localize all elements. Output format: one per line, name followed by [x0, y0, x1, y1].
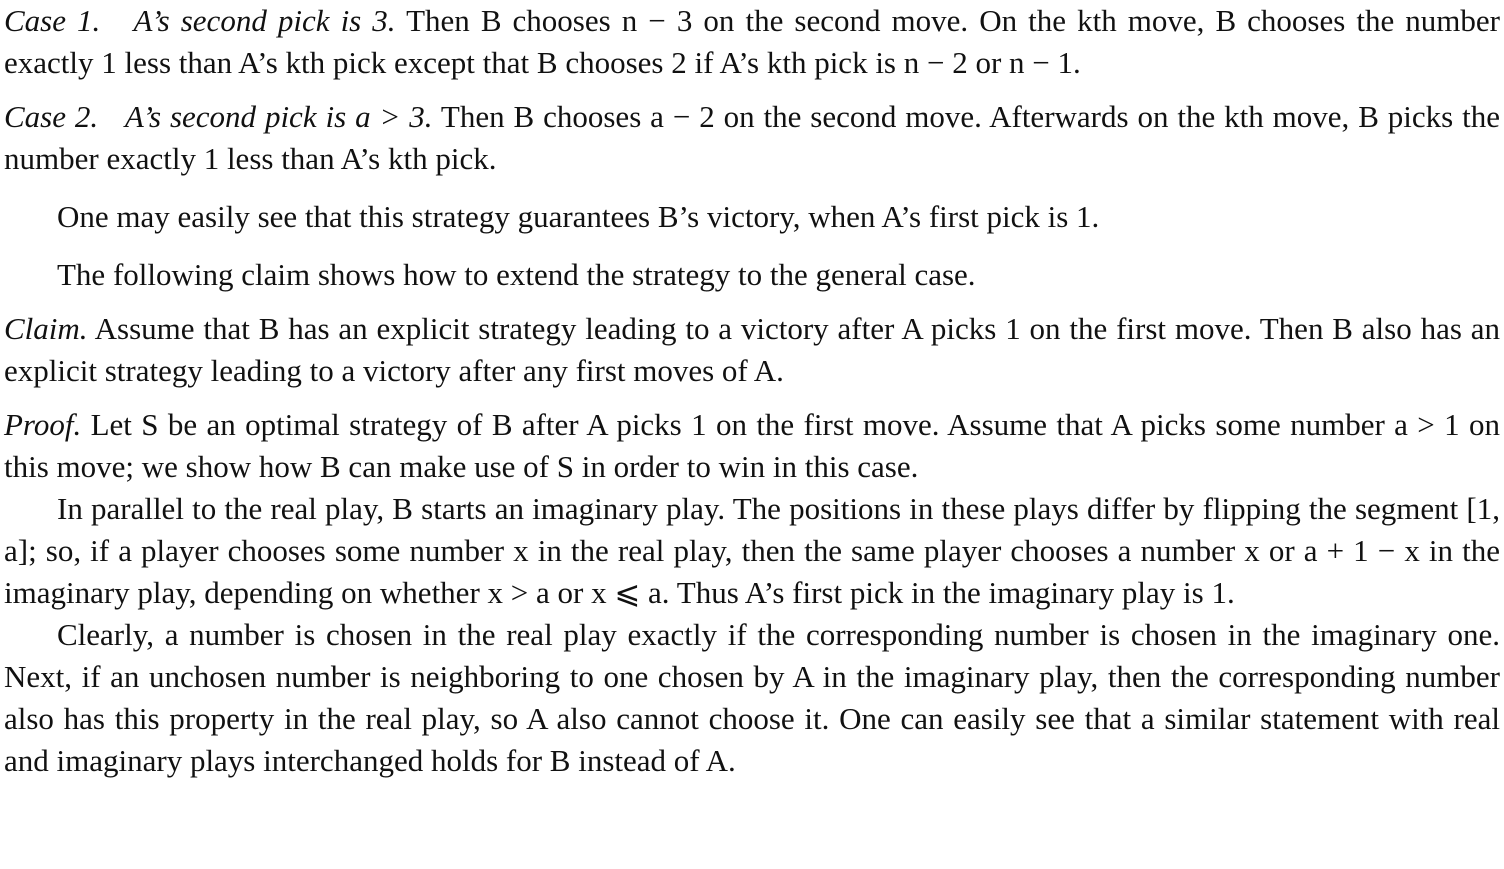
claim-intro-paragraph: The following claim shows how to extend the strategy to the general case. [57, 257, 976, 292]
case-1-text: Then B chooses n − 3 on the second move. On the kth move, B chooses the number exactly 1 less than A’s kth pick except that B chooses 2 if A’s kth pick is n − 2 or n − 1. [4, 3, 1501, 80]
proof-paragraph [4, 404, 1500, 488]
claim-text: Assume that B has an explicit strategy leading to a victory after A picks 1 on the first move. Then B also has an explicit strategy leading to a victory after any first moves of A. [4, 311, 1500, 388]
case-2-text: Then B chooses a − 2 on the second move. Afterwards on the kth move, B picks the number exactly 1 less than A’s kth pick. [4, 99, 1500, 176]
case-2-lead: A’s second pick is a > 3. [124, 99, 433, 134]
proof-text: Let S be an optimal strategy of B after A picks 1 on the first move. Assume that A picks some number a > 1 on this move; we show how B can make use of S in order to win in this case. [4, 407, 1500, 484]
case-2-label: Case 2. [4, 99, 99, 134]
claim-paragraph [4, 308, 1500, 392]
imaginary-play-paragraph: In parallel to the real play, B starts an imaginary play. The positions in these plays differ by flipping the segment [1, a]; so, if a player chooses some number x in the real play, then the same player chooses a number x or a + 1 − x in the imaginary play, depending on whether x > a or x ⩽ a. Thus A’s first pick in the imaginary play is 1. [4, 491, 1500, 610]
proof-label: Proof. [4, 407, 82, 442]
case-1-paragraph [4, 0, 1500, 84]
strategy-remark-paragraph: One may easily see that this strategy guarantees B’s victory, when A’s first pick is 1. [57, 199, 1100, 234]
case-1-lead: A’s second pick is 3. [133, 3, 396, 38]
case-2-paragraph [4, 96, 1500, 180]
claim-label: Claim. [4, 311, 88, 346]
correspondence-paragraph: Clearly, a number is chosen in the real play exactly if the corresponding number is chosen in the imaginary one. Next, if an unchosen number is neighboring to one chosen by A in the imaginary play, then the corresponding number also has this property in the real play, so A also cannot choose it. One can easily see that a similar statement with real and imaginary plays interchanged holds for B instead of A. [4, 617, 1500, 778]
case-1-label: Case 1. [4, 3, 101, 38]
